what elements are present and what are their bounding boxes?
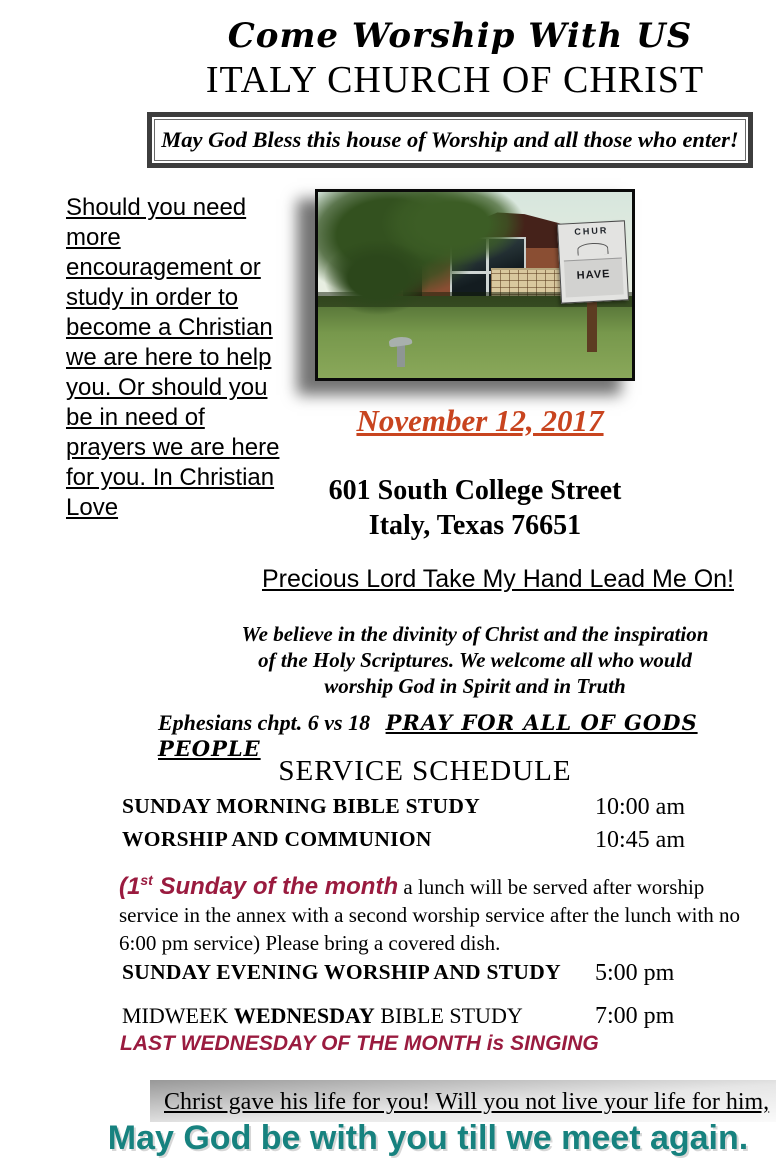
singing-note: LAST WEDNESDAY OF THE MONTH is SINGING <box>120 1032 599 1055</box>
tree-canopy <box>324 240 431 314</box>
prayer-call: PRAY FOR ALL OF GODS PEOPLE <box>158 710 698 761</box>
exhortation-text: Christ gave his life for you! Will you not live your life for him, <box>164 1089 770 1115</box>
schedule-time: 10:00 am <box>595 794 685 820</box>
belief-statement <box>170 621 776 699</box>
farewell-text: May God be with you till we meet again. <box>107 1119 749 1157</box>
encouragement-note: Should you need more encouragement or study in order to become a Christian we are here to help you. Or should you be in need of prayers we are here for you. In Christian Love <box>66 194 280 521</box>
blessing-box <box>147 112 753 168</box>
sign-marquee-text: HAVE <box>576 268 612 282</box>
schedule-title: SERVICE SCHEDULE <box>278 755 572 787</box>
schedule-label: SUNDAY EVENING WORSHIP AND STUDY <box>122 960 561 984</box>
church-photo <box>315 189 635 381</box>
schedule-time: 7:00 pm <box>595 1003 675 1029</box>
schedule-time: 5:00 pm <box>595 960 675 986</box>
sign-top-text: CHUR <box>574 225 609 237</box>
belief-line: worship God in Spirit and in Truth <box>324 674 626 698</box>
schedule-time: 10:45 am <box>595 827 685 853</box>
scripture-reference: Ephesians chpt. 6 vs 18 <box>158 710 371 735</box>
church-sign <box>557 220 629 304</box>
hymn-line: Precious Lord Take My Hand Lead Me On! <box>261 565 734 593</box>
blessing-text: May God Bless this house of Worship and all those who enter! <box>154 119 746 161</box>
service-date: November 12, 2017 <box>356 403 604 438</box>
sign-marquee <box>564 257 624 297</box>
schedule-label: MIDWEEK WEDNESDAY BIBLE STUDY <box>122 1003 523 1028</box>
lunch-note <box>119 866 751 957</box>
tagline-text: Come Worship With US <box>227 16 693 56</box>
belief-line: of the Holy Scriptures. We welcome all who would <box>258 648 692 672</box>
schedule-label: SUNDAY MORNING BIBLE STUDY <box>122 794 481 818</box>
schedule-label: WORSHIP AND COMMUNION <box>122 827 432 851</box>
belief-line: We believe in the divinity of Christ and the inspiration <box>241 622 709 646</box>
lunch-highlight: (1st Sunday of the month <box>119 872 399 900</box>
church-name: ITALY CHURCH OF CHRIST <box>205 59 705 101</box>
sign-book-icon <box>578 242 610 256</box>
street-address: 601 South College Street <box>328 475 622 506</box>
lunch-text: a lunch will be served after worship service in the annex with a second worship service after the lunch with no 6:00 pm service) Please bring a covered dish. <box>119 875 741 955</box>
city-address: Italy, Texas 76651 <box>368 510 582 541</box>
exhortation-strip <box>150 1080 776 1122</box>
